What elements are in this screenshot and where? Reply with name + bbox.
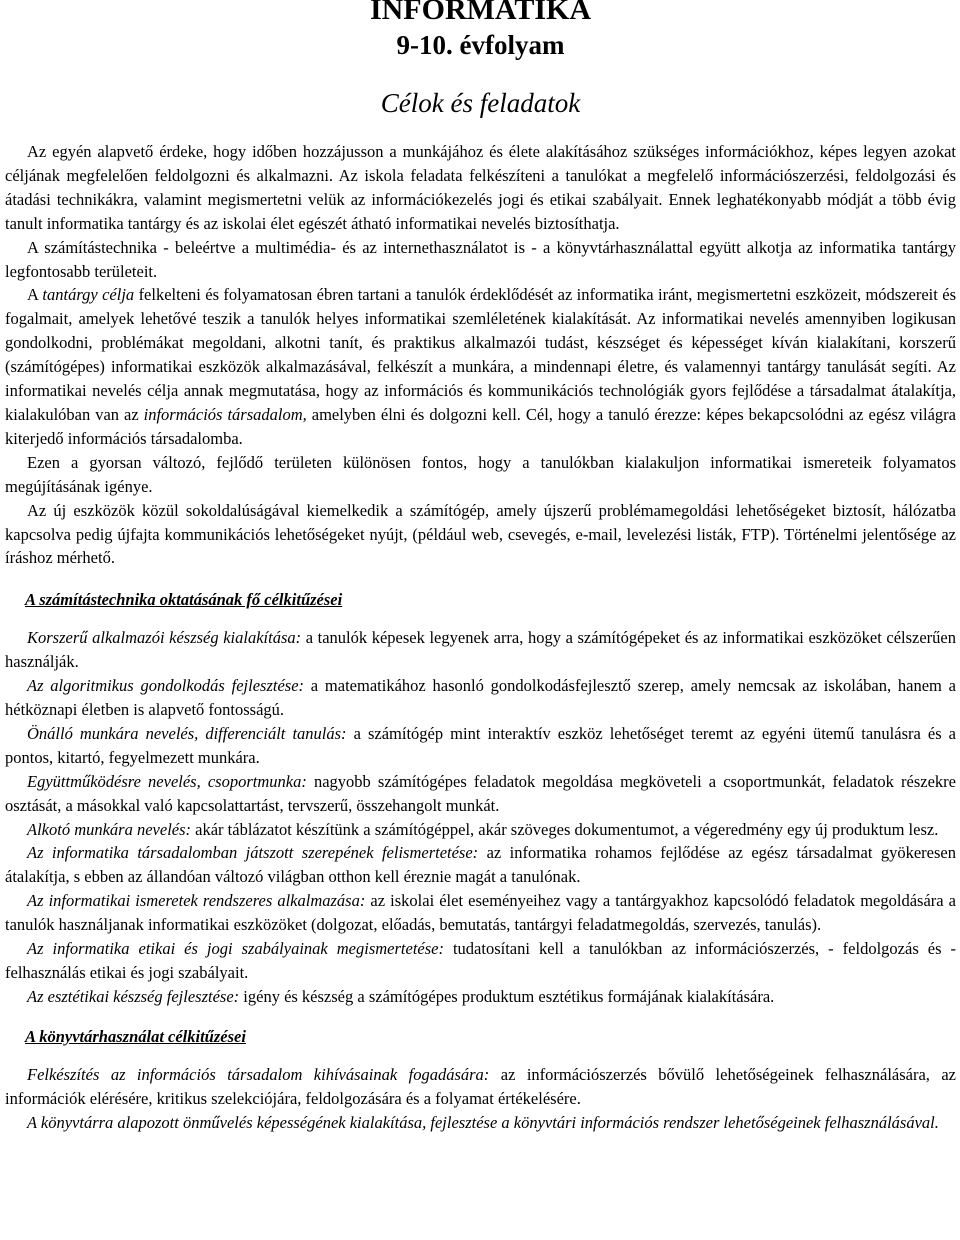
goal-text: az információszerzés bővülő lehetőségeinek felhasználására, az információk elérésére, kritikus szelekciójára, feldolgozására és a folyamat értékelésére. [5,1064,956,1108]
text-run: felkelteni és folyamatosan ébren tartani a tanulók érdeklődését az informatika iránt, megismertetni eszközeit, módszereit és fogalmait, amelyek lehetővé teszik a tanulók helyes informatikai szemléletének kialakítását. Az informatikai nevelés amennyiben logikusan gondolkodni, problémákat megoldani, alkotni tanít, és praktikus alkalmazói tudást, készséget és képességet kíván kialakítani, korszerű (számítógépes) informatikai eszközök alkalmazásával, felkészít a munkára, a mindennapi életre, és valamennyi tantárgy tanulását segíti. Az informatikai nevelés célja annak megmutatása, hogy az információs és kommunikációs technológiák gyors fejlődése a társadalmat átalakítja, kialakulóban van az [5,285,956,424]
italic-term: információs társadalom, [143,404,307,424]
goal-label: Alkotó munkára nevelés: [27,819,192,839]
section2-list [5,1063,956,1135]
text-run: A [27,285,43,305]
intro-paragraph-4: Ezen a gyorsan változó, fejlődő területen különösen fontos, hogy a tanulókban kialakuljon informatikai ismereteik folyamatos megújításának igénye. [5,452,956,496]
goal-item [5,770,956,818]
section2-title: A könyvtárhasználat célkitűzései [25,1026,246,1046]
text-run: amelyben élni és dolgozni kell. Cél, hogy a tanuló érezze: képes bekapcsolódni az egész világra kiterjedő információs társadalomba. [5,404,956,448]
goal-item [5,889,956,937]
intro-paragraph-3 [5,283,956,450]
goal-item [5,841,956,889]
goal-item [5,1063,956,1111]
goal-text: a tanulók képesek legyenek arra, hogy a számítógépeket és az informatikai eszközöket célszerűen használják. [5,628,956,672]
document-page [5,0,956,1135]
goal-label: Korszerű alkalmazói készség kialakítása: [27,628,302,648]
goal-label: Az algoritmikus gondolkodás fejlesztése: [27,676,305,696]
goal-text: az iskolai élet eseményeihez vagy a tantárgyakhoz kapcsolódó feladatok megoldására a tanulók használjanak informatikai eszközöket (dolgozat, előadás, bemutatás, tantárgyi feladatmegoldás, szervezés, tanulás). [5,891,956,935]
goal-item [5,722,956,770]
goal-item [5,626,956,674]
goal-text: igény és készség a számítógépes produktum esztétikus formájának kialakítására. [239,986,775,1006]
intro-paragraph-2: A számítástechnika - beleértve a multimédia- és az internethasználatot is - a könyvtárhasználattal együtt alkotja az informatika tantárgy legfontosabb területeit. [5,237,956,281]
goal-item [5,818,956,842]
goal-label: Az informatikai ismeretek rendszeres alkalmazása: [27,891,366,911]
italic-term: tantárgy célja [42,285,135,305]
section1-list [5,626,956,1009]
goal-item [5,1111,956,1135]
document-subtitle: 9-10. évfolyam [396,30,565,60]
goal-item [5,674,956,722]
goal-label: A könyvtárra alapozott önművelés képességének kialakítása, fejlesztése a könyvtári információs rendszer lehetőségeinek felhasználásával. [27,1112,939,1132]
intro-paragraph-1: Az egyén alapvető érdeke, hogy időben hozzájusson a munkájához és élete alakításához szükséges információkhoz, képes legyen azokat céljának megfelelően feldolgozni és alkalmazni. Az iskola feladata felkészíteni a tanulókat a megfelelő információszerzési, feldolgozási és átadási technikákra, valamint megismertetni velük az információkezelés jogi és etikai szabályait. Ennek leghatékonyabb módját a több évig tanult informatika tantárgy és az iskolai élet egészét átható informatikai nevelés biztosíthatja. [5,142,956,233]
section-heading: Célok és feladatok [380,88,581,118]
goal-label: Az informatika etikai és jogi szabályainak megismertetése: [27,939,444,959]
document-title: INFORMATIKA [369,0,592,26]
goal-item [5,937,956,985]
goal-text: a számítógép mint interaktív eszköz lehetőséget teremt az egyéni ütemű tanulásra és a pontos, kitartó, fegyelmezett munkára. [5,723,956,767]
goal-text: az informatika rohamos fejlődése az egész társadalmat gyökeresen átalakítja, s ebben az állandóan változó világban otthon kell éreznie magát a tanulónak. [5,843,956,887]
goal-label: Együttműködésre nevelés, csoportmunka: [27,771,307,791]
section1-title: A számítástechnika oktatásának fő célkitűzései [25,590,343,610]
goal-text: tudatosítani kell a tanulókban az információszerzés, - feldolgozás és -felhasználás etikai és jogi szabályait. [5,939,956,982]
goal-text: akár táblázatot készítünk a számítógéppel, akár szöveges dokumentumot, a végeredmény egy új produktum lesz. [191,819,939,839]
goal-text: a matematikához hasonló gondolkodásfejlesztő szerep, amely nemcsak az iskolában, hanem a hétköznapi életben is alapvető fontosságú. [5,676,956,720]
goal-label: Az esztétikai készség fejlesztése: [27,986,240,1006]
goal-label: Az informatika társadalomban játszott szerepének felismertetése: [27,843,479,863]
goal-label: Felkészítés az információs társadalom kihívásainak fogadására: [27,1064,490,1084]
goal-label: Önálló munkára nevelés, differenciált tanulás: [27,723,347,743]
goal-item [5,985,956,1009]
intro-paragraph-5: Az új eszközök közül sokoldalúságával kiemelkedik a számítógép, amely újszerű problémamegoldási lehetőségeket biztosít, hálózatba kapcsolva pedig újfajta kommunikációs lehetőségeket nyújt, (például web, csevegés, e-mail, levelezési listák, FTP). Történelmi jelentősége az íráshoz mérhető. [5,500,956,568]
goal-text: nagyobb számítógépes feladatok megoldása megköveteli a csoportmunkát, feladatok részekre osztását, a másokkal való kapcsolattartást, tervszerű, összehangolt munkát. [5,771,956,815]
